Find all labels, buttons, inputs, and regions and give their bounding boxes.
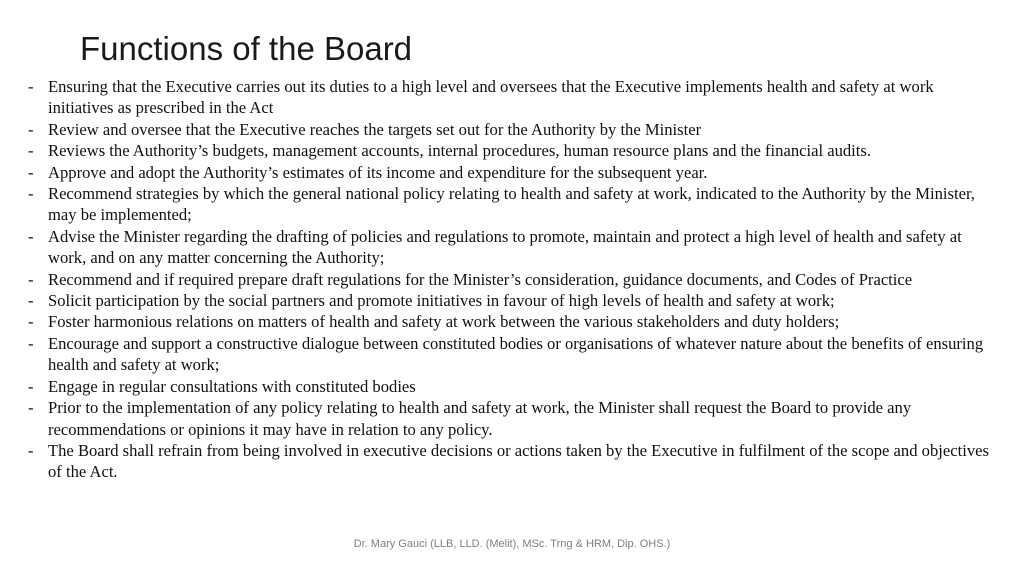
list-item-text: Prior to the implementation of any policy relating to health and safety at work, the Minister shall request the Board to provide any recommendations or opinions it may have in relation to any policy.	[48, 398, 912, 439]
bullet-dash: -	[28, 269, 34, 289]
list-item	[28, 333, 990, 376]
footer-author-credit: Dr. Mary Gauci (LLB, LLD. (Melit), MSc. Trng & HRM, Dip. OHS.)	[353, 538, 671, 550]
list-item	[28, 397, 990, 440]
list-item	[28, 183, 990, 226]
list-item-text: Recommend strategies by which the general national policy relating to health and safety at work, indicated to the Authority by the Minister, may be implemented;	[48, 184, 975, 225]
bullet-dash: -	[28, 291, 34, 311]
list-item	[28, 376, 990, 397]
functions-list	[28, 76, 990, 483]
list-item	[28, 440, 990, 483]
list-item-text: Advise the Minister regarding the drafting of policies and regulations to promote, maintain and protect a high level of health and safety at work, and on any matter concerning the Authority;	[48, 226, 962, 268]
list-item-text: Engage in regular consultations with constituted bodies	[48, 376, 416, 396]
list-item-text: Encourage and support a constructive dialogue between constituted bodies or organisations of whatever nature about the benefits of ensuring health and safety at work;	[48, 333, 984, 375]
slide-title: Functions of the Board	[80, 30, 413, 67]
list-item-text: Ensuring that the Executive carries out its duties to a high level and oversees that the Executive implements health and safety at work initiatives as prescribed in the Act	[48, 77, 934, 118]
list-item-text: Solicit participation by the social partners and promote initiatives in favour of high levels of health and safety at work;	[48, 291, 835, 311]
list-item	[28, 140, 990, 161]
list-item	[28, 162, 990, 183]
bullet-dash: -	[28, 77, 34, 96]
bullet-dash: -	[28, 162, 34, 182]
bullet-dash: -	[28, 312, 34, 332]
bullet-dash: -	[28, 376, 34, 396]
bullet-dash: -	[28, 440, 34, 460]
list-item	[28, 119, 990, 140]
list-item	[28, 76, 990, 119]
bullet-dash: -	[28, 226, 34, 246]
bullet-dash: -	[28, 141, 34, 161]
list-item-text: The Board shall refrain from being involved in executive decisions or actions taken by the Executive in fulfilment of the scope and objectives of the Act.	[48, 440, 989, 482]
bullet-dash: -	[28, 184, 34, 204]
list-item-text: Approve and adopt the Authority’s estimates of its income and expenditure for the subsequent year.	[48, 162, 708, 182]
bullet-dash: -	[28, 333, 34, 353]
list-item	[28, 269, 990, 290]
list-item	[28, 311, 990, 332]
list-item-text: Review and oversee that the Executive reaches the targets set out for the Authority by the Minister	[48, 119, 702, 139]
list-item	[28, 226, 990, 269]
list-item-text: Reviews the Authority’s budgets, management accounts, internal procedures, human resource plans and the financial audits.	[48, 141, 871, 161]
list-item	[28, 290, 990, 311]
bullet-dash: -	[28, 398, 34, 418]
bullet-dash: -	[28, 119, 34, 139]
list-item-text: Recommend and if required prepare draft regulations for the Minister’s consideration, guidance documents, and Codes of Practice	[48, 269, 913, 289]
list-item-text: Foster harmonious relations on matters of health and safety at work between the various stakeholders and duty holders;	[48, 312, 840, 332]
